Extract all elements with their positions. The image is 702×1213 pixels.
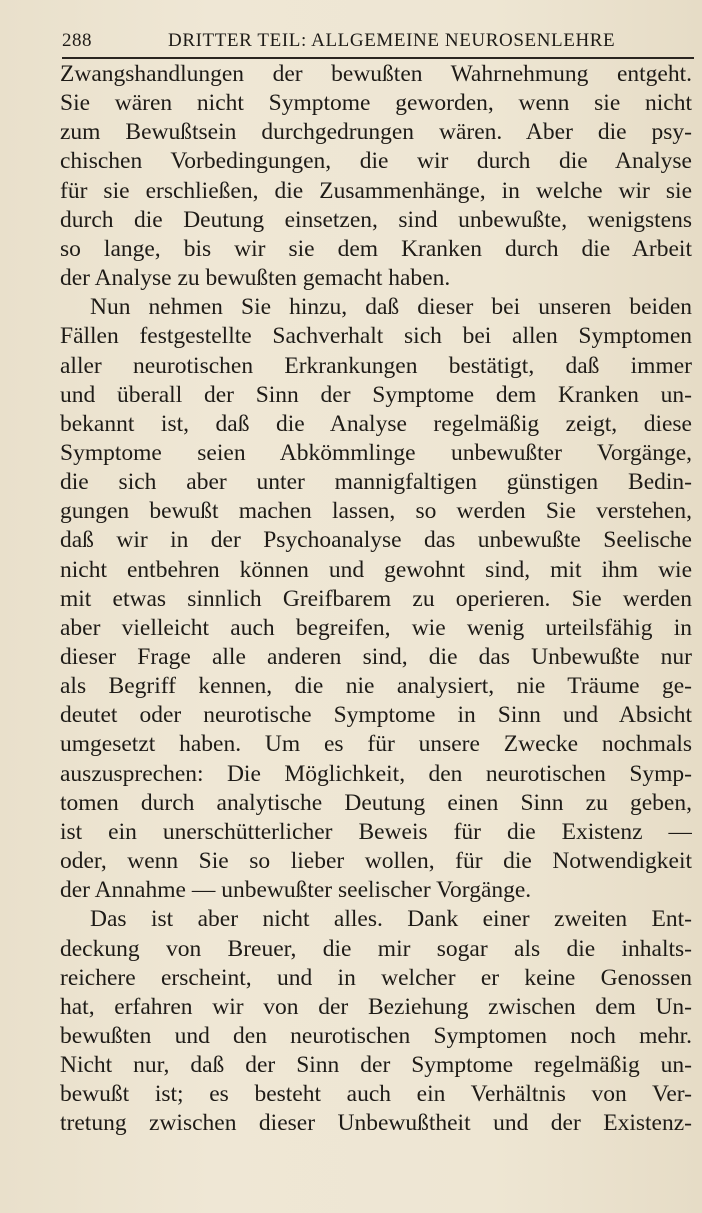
text-line: chischen Vorbedingungen, die wir durch die Analyse <box>60 148 692 175</box>
text-line: reichere erscheint, und in welcher er keine Genossen <box>60 964 692 991</box>
text-line: ist ein unerschütterlicher Beweis für die Existenz — <box>60 818 692 845</box>
text-line: auszusprechen: Die Möglichkeit, den neurotischen Symp- <box>60 760 692 787</box>
text-line: gungen bewußt machen lassen, so werden Sie verstehen, <box>60 498 692 525</box>
text-line: Zwangshandlungen der bewußten Wahrnehmung entgeht. <box>60 61 692 87</box>
text-line: und überall der Sinn der Symptome dem Kranken un- <box>60 381 692 408</box>
text-line: hat, erfahren wir von der Beziehung zwischen dem Un- <box>60 993 692 1020</box>
text-line: Das ist aber nicht alles. Dank einer zweiten Ent- <box>90 906 692 933</box>
text-line: tretung zwischen dieser Unbewußtheit und der Existenz- <box>60 1110 692 1137</box>
text-line: durch die Deutung einsetzen, sind unbewußte, wenigstens <box>60 206 692 233</box>
text-line: oder, wenn Sie so lieber wollen, für die Notwendigkeit <box>60 848 692 875</box>
text-line: für sie erschließen, die Zusammenhänge, in welche wir sie <box>60 177 692 204</box>
text-line: Symptome seien Abkömmlinge unbewußter Vorgänge, <box>60 439 692 466</box>
text-line: deutet oder neurotische Symptome in Sinn und Absicht <box>60 702 692 729</box>
running-head: DRITTER TEIL: ALLGEMEINE NEUROSENLEHRE <box>168 30 616 51</box>
text-line: bewußt ist; es besteht auch ein Verhältnis von Ver- <box>60 1081 692 1108</box>
text-line: umgesetzt haben. Um es für unsere Zwecke nochmals <box>60 731 692 758</box>
text-line: aber vielleicht auch begreifen, wie wenig urteilsfähig in <box>60 614 692 641</box>
text-line: bewußten und den neurotischen Symptomen noch mehr. <box>60 1022 692 1049</box>
text-line: so lange, bis wir sie dem Kranken durch die Arbeit <box>60 235 692 262</box>
header-rule <box>62 57 694 59</box>
page-number: 288 <box>62 30 92 51</box>
text-line: als Begriff kennen, die nie analysiert, nie Träume ge- <box>60 673 692 700</box>
text-line: deckung von Breuer, die mir sogar als die inhalts- <box>60 935 692 962</box>
text-line: Nicht nur, daß der Sinn der Symptome regelmäßig un- <box>60 1052 692 1079</box>
text-line: mit etwas sinnlich Greifbarem zu operieren. Sie werden <box>60 585 692 612</box>
text-line: Nun nehmen Sie hinzu, daß dieser bei unseren beiden <box>90 294 692 321</box>
text-line: Sie wären nicht Symptome geworden, wenn sie nicht <box>60 90 692 117</box>
text-line: die sich aber unter mannigfaltigen günstigen Bedin- <box>60 469 692 496</box>
text-line: der Analyse zu bewußten gemacht haben. <box>60 265 451 292</box>
text-line: zum Bewußtsein durchgedrungen wären. Aber die psy- <box>60 119 692 146</box>
text-line: aller neurotischen Erkrankungen bestätigt, daß immer <box>60 352 692 379</box>
text-line: dieser Frage alle anderen sind, die das Unbewußte nur <box>60 644 692 670</box>
text-line: bekannt ist, daß die Analyse regelmäßig zeigt, diese <box>60 410 692 437</box>
text-line: nicht entbehren können und gewohnt sind, mit ihm wie <box>60 556 692 583</box>
text-line: der Annahme — unbewußter seelischer Vorgänge. <box>60 877 532 904</box>
page-header <box>62 30 692 56</box>
text-line: daß wir in der Psychoanalyse das unbewußte Seelische <box>60 527 692 554</box>
text-line: tomen durch analytische Deutung einen Sinn zu geben, <box>60 789 692 816</box>
text-line: Fällen festgestellte Sachverhalt sich bei allen Symptomen <box>60 323 692 350</box>
